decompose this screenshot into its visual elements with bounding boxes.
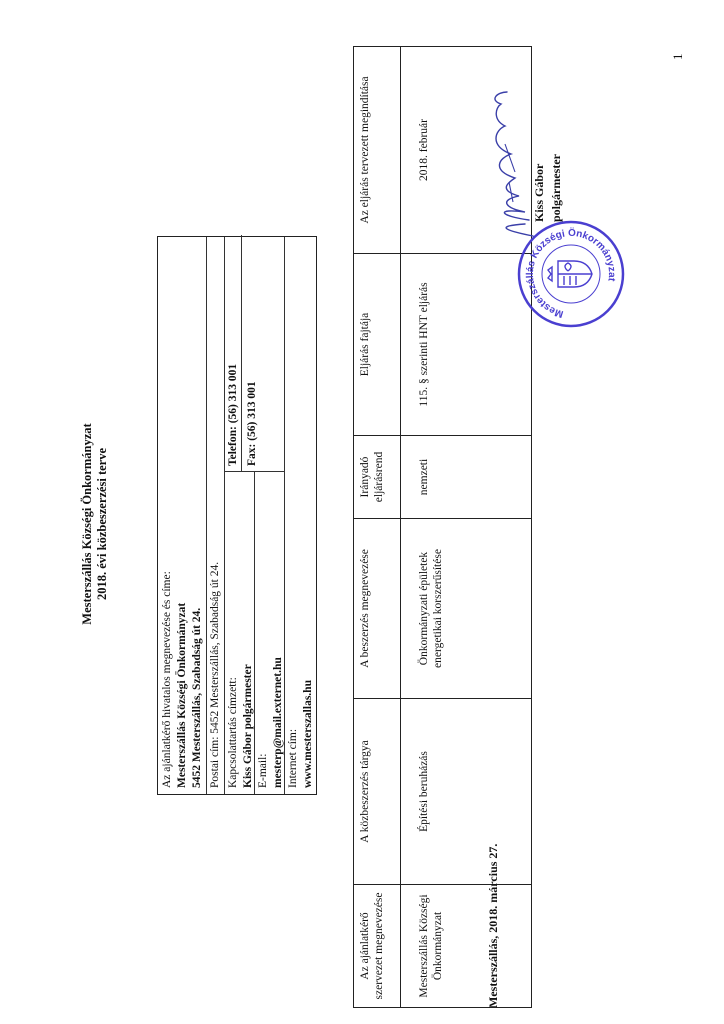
column-header: A beszerzés megnevezése xyxy=(354,519,401,699)
contact-email-cell xyxy=(254,472,286,794)
signer-name: Kiss Gábor xyxy=(532,163,546,222)
contact-name-value: Mesterszállás Községi Önkormányzat xyxy=(176,602,188,788)
contact-email-label: E-mail: xyxy=(257,753,269,788)
contact-postal: Postai cím: 5452 Mesterszállás, Szabadság út 24. xyxy=(209,561,221,788)
contact-email-value: mesterp@mail.externet.hu xyxy=(272,657,284,788)
table-cell: Építési beruházás xyxy=(401,699,532,885)
column-header: Irányadó eljárásrend xyxy=(354,436,401,519)
contact-info-box xyxy=(157,236,317,795)
contact-person-cell xyxy=(224,472,256,794)
coat-of-arms-icon xyxy=(548,261,592,287)
page-title xyxy=(80,324,110,724)
signer-title: polgármester xyxy=(549,154,563,222)
contact-internet-label: Internet cím: xyxy=(287,728,299,788)
contact-person-label: Kapcsolattartás címzett: xyxy=(227,677,239,788)
contact-phone: Telefon: (56) 313 001 xyxy=(227,363,239,466)
column-header: Az eljárás tervezett megindítása xyxy=(354,47,401,254)
table-cell: 2018. február xyxy=(401,47,532,254)
contact-internet-cell xyxy=(284,237,316,794)
title-line-2: 2018. évi közbeszerzési terve xyxy=(95,447,109,601)
contact-address-value: 5452 Mesterszállás, Szabadság út 24. xyxy=(191,607,203,788)
page-number: 1 xyxy=(670,53,685,60)
title-line-1: Mesterszállás Községi Önkormányzat xyxy=(80,423,94,625)
table-cell: Mesterszállás Községi Önkormányzat xyxy=(401,885,532,1008)
contact-name-label: Az ajánlatkérő hivatalos megnevezése és címe: xyxy=(161,571,173,788)
contact-person-value: Kiss Gábor polgármester xyxy=(242,664,254,788)
contact-name-cell xyxy=(158,237,205,794)
column-header: Az ajánlatkérő szervezet megnevezése xyxy=(354,885,401,1008)
column-header: Eljárás fajtája xyxy=(354,254,401,436)
date-line: Mesterszállás, 2018. március 27. xyxy=(486,843,500,1008)
table-cell: Önkormányzati épületek energetikai korszerűsítése xyxy=(401,519,532,699)
stamp-text: Mesterszállás Községi Önkormányzat xyxy=(524,227,618,320)
contact-internet-value: www.mesterszallas.hu xyxy=(302,680,314,788)
contact-fax: Fax: (56) 313 001 xyxy=(246,381,258,466)
table-cell: nemzeti xyxy=(401,436,532,519)
column-header: A közbeszerzés tárgya xyxy=(354,699,401,885)
table-cell: 115. § szerinti HNT eljárás xyxy=(401,254,532,436)
contact-postal-cell xyxy=(206,237,223,794)
table-header-row xyxy=(354,47,401,1008)
